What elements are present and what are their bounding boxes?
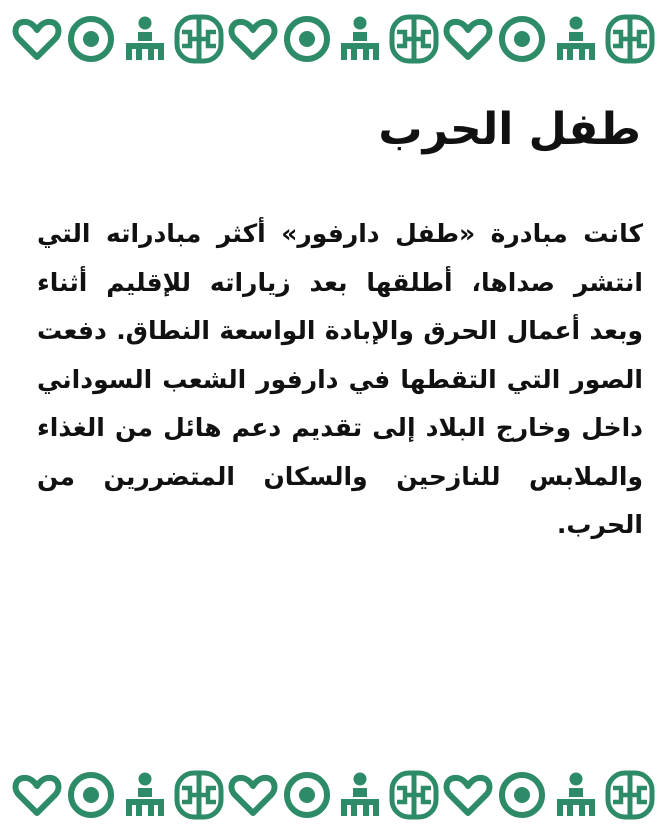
segmented-circle-icon: [174, 770, 224, 820]
heart-icon: [443, 14, 493, 64]
figure-icon: [551, 770, 601, 820]
heart-icon: [12, 14, 62, 64]
bottom-ornament-border: [12, 770, 655, 820]
concentric-circle-icon: [282, 770, 332, 820]
top-ornament-border: [12, 14, 655, 64]
figure-icon: [120, 14, 170, 64]
heart-icon: [228, 14, 278, 64]
segmented-circle-icon: [389, 14, 439, 64]
concentric-circle-icon: [497, 14, 547, 64]
figure-icon: [120, 770, 170, 820]
figure-icon: [335, 770, 385, 820]
concentric-circle-icon: [497, 770, 547, 820]
concentric-circle-icon: [66, 770, 116, 820]
figure-icon: [335, 14, 385, 64]
concentric-circle-icon: [282, 14, 332, 64]
segmented-circle-icon: [174, 14, 224, 64]
heart-icon: [12, 770, 62, 820]
figure-icon: [551, 14, 601, 64]
heart-icon: [443, 770, 493, 820]
segmented-circle-icon: [605, 770, 655, 820]
article-body: كانت مبادرة «طفل دارفور» أكثر مبادراته التي انتشر صداها، أطلقها بعد زياراته للإقليم أثناء وبعد أعمال الحرق والإبادة الواسعة النطاق. دفعت الصور التي التقطها في دارفور الشعب السوداني داخل وخارج البلاد إلى تقديم دعم هائل من الغذاء والملابس للنازحين والسكان المتضررين من الحرب.: [37, 219, 643, 539]
segmented-circle-icon: [389, 770, 439, 820]
heart-icon: [228, 770, 278, 820]
article-title: طفل الحرب: [378, 104, 641, 155]
segmented-circle-icon: [605, 14, 655, 64]
concentric-circle-icon: [66, 14, 116, 64]
